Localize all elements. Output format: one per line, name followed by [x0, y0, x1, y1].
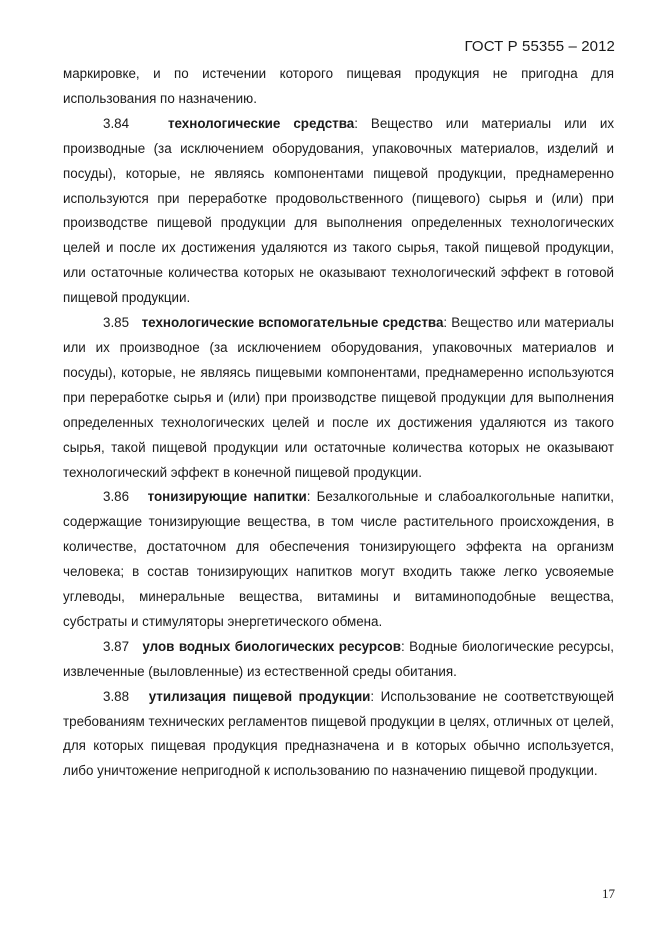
entry-term: утилизация пищевой продукции [148, 688, 371, 704]
page-number: 17 [602, 886, 615, 901]
entry-definition: : Вещество или материалы или их производное (за исключением оборудования, упаковочных материалов и посуды), которые, не являясь пищевыми компонентами, преднамеренно используются при переработке сырья и (или) при производстве пищевой продукции для выполнения определенных технологических целей и после их достижения удаляются из такого сырья, такой пищевой продукции или остаточные количества которых не оказывают технологический эффект в конечной пищевой продукции. [63, 315, 614, 480]
entry-definition: : Использование не соответствующей требованиям технических регламентов пищевой продукции в целях, отличных от целей, для которых пищевая продукция предназначена и в которых обычно используется, либо уничтожение непригодной к использованию по назначению пищевой продукции. [63, 688, 614, 779]
intro-paragraph: маркировке, и по истечении которого пищевая продукция не пригодна для использования по назначению. [63, 66, 614, 106]
definition-3-88 [63, 685, 614, 785]
definition-3-87 [63, 635, 614, 685]
entry-term: технологические средства [167, 115, 355, 131]
entry-number: 3.87 [103, 638, 130, 654]
entry-definition: : Безалкогольные и слабоалкогольные напитки, содержащие тонизирующие вещества, в том числе растительного происхождения, в количестве, достаточном для обеспечения тонизирующего эффекта на организм человека; в состав тонизирующих напитков могут входить также легко усвояемые углеводы, минеральные вещества, витамины и витаминоподобные вещества, субстраты и стимуляторы энергетического обмена. [63, 489, 614, 629]
entry-term: технологические вспомогательные средства [141, 315, 444, 331]
entry-term: тонизирующие напитки [147, 489, 307, 505]
entry-number: 3.84 [103, 115, 130, 131]
definition-3-85 [63, 311, 614, 485]
definition-3-86 [63, 485, 614, 634]
entry-number: 3.85 [103, 315, 130, 331]
definition-3-84 [63, 112, 614, 311]
entry-definition: : Вещество или материалы или их производные (за исключением оборудования, упаковочных материалов, изделий и посуды), которые, не являясь компонентами пищевой продукции, преднамеренно используются при переработке продовольственного (пищевого) сырья и (или) при производстве пищевой продукции для выполнения определенных технологических целей и после их достижения удаляются из такого сырья, такой пищевой продукции, или остаточные количества которых не оказывают технологический эффект в готовой пищевой продукции. [63, 115, 615, 306]
entry-definition: : Водные биологические ресурсы, извлеченные (выловленные) из естественной среды обитания. [63, 638, 614, 679]
entry-term: улов водных биологических ресурсов [142, 638, 401, 654]
document-body [63, 62, 614, 784]
entry-number: 3.88 [103, 688, 130, 704]
document-header: ГОСТ Р 55355 – 2012 [464, 38, 615, 55]
entry-number: 3.86 [103, 489, 130, 505]
